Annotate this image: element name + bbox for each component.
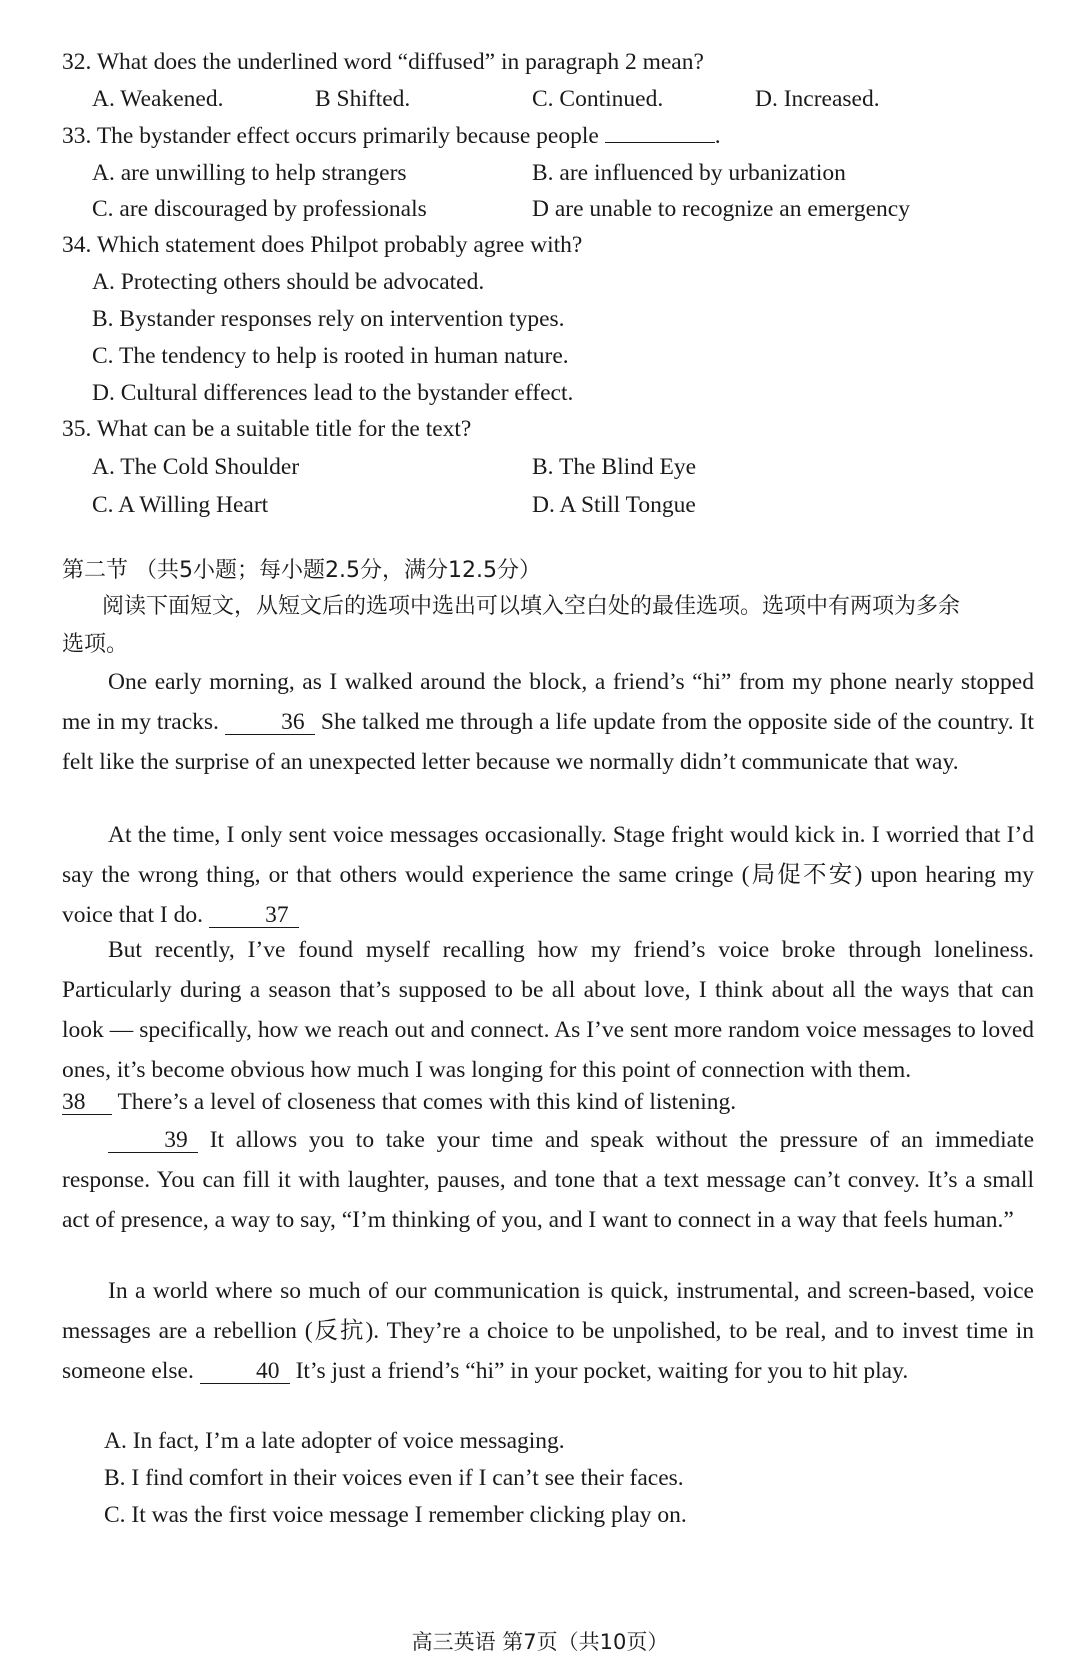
passage-paragraph-5 [62, 1271, 1034, 1391]
paragraph-3-text: But recently, I’ve found myself recalling how my friend’s voice broke through loneliness. Particularly during a season that’s supposed to be all about love, I think about all the ways that can look — specifically, how we reach out and connect. As I’ve sent more random voice messages to loved ones, it’s become obvious how much I was longing for this point of connection with them. [62, 937, 1034, 1083]
q35-option-a: A. The Cold Shoulder [92, 454, 300, 480]
paragraph-1-text-b: She talked me through a life update from the opposite side of the country. It felt like the surprise of an unexpected letter because we normally didn’t communicate that way. [62, 709, 1035, 775]
blank-36: 36 [225, 710, 315, 735]
q33-stem [62, 121, 721, 151]
section-heading: 第二节 （共5小题；每小题2.5分，满分12.5分） [62, 558, 541, 583]
q33-option-a: A. are unwilling to help strangers [92, 160, 407, 186]
passage-option-c: C. It was the first voice message I remember clicking play on. [104, 1502, 687, 1528]
section-instructions: 阅读下面短文，从短文后的选项中选出可以填入空白处的最佳选项。选项中有两项为多余选项。 [62, 594, 961, 657]
paragraph-1-text-a: One early morning, as I walked around the block, a friend’s “hi” from my phone nearly stopped me in my tracks. [62, 669, 1034, 735]
blank-37: 37 [209, 903, 299, 928]
blank-40: 40 [200, 1359, 290, 1384]
q33-stem-text: 33. The bystander effect occurs primarily because people [62, 123, 599, 149]
q34-option-b: B. Bystander responses rely on intervention types. [92, 306, 565, 332]
paragraph-2-text: At the time, I only sent voice messages occasionally. Stage fright would kick in. I worried that I’d say the wrong thing, or that others would experience the same cringe (局促不安) upon hearing my voice that I do. [62, 822, 1034, 928]
passage-paragraph-3 [62, 930, 1034, 1090]
page-footer: 高三英语 第7页（共10页） [411, 1630, 669, 1654]
q34-stem: 34. Which statement does Philpot probably agree with? [62, 232, 583, 258]
q35-option-b: B. The Blind Eye [532, 454, 697, 480]
q32-option-c: C. Continued. [532, 86, 664, 112]
paragraph-4-text: It allows you to take your time and speak without the pressure of an immediate response. You can fill it with laughter, pauses, and tone that a text message can’t convey. It’s a small act of presence, a way to say, “I’m thinking of you, and I want to connect in a way that feels human.” [62, 1127, 1035, 1233]
q32-option-a: A. Weakened. [92, 86, 224, 112]
paragraph-5-text: In a world where so much of our communication is quick, instrumental, and screen-based, voice messages are a rebellion (反抗). They’re a choice to be unpolished, to be real, and to invest time in someone else. [62, 1278, 1034, 1384]
q33-answer-blank [605, 122, 715, 143]
q34-option-a: A. Protecting others should be advocated. [92, 269, 485, 295]
passage-paragraph-4 [62, 1120, 1034, 1240]
passage-paragraph-1 [62, 662, 1034, 782]
passage-paragraph-2 [62, 815, 1034, 935]
blank-38: 38 [62, 1090, 112, 1115]
q34-option-d: D. Cultural differences lead to the bystander effect. [92, 380, 574, 406]
passage-option-a: A. In fact, I’m a late adopter of voice messaging. [104, 1428, 565, 1454]
q34-option-c: C. The tendency to help is rooted in human nature. [92, 343, 569, 369]
q35-option-c: C. A Willing Heart [92, 492, 269, 518]
q35-option-d: D. A Still Tongue [532, 492, 696, 518]
q32-option-d: D. Increased. [755, 86, 880, 112]
passage-paragraph-3-end [62, 1082, 1034, 1122]
passage-option-b: B. I find comfort in their voices even if I can’t see their faces. [104, 1465, 684, 1491]
q35-stem: 35. What can be a suitable title for the text? [62, 416, 472, 442]
q33-option-c: C. are discouraged by professionals [92, 196, 427, 222]
paragraph-3-text-b: There’s a level of closeness that comes with this kind of listening. [117, 1089, 737, 1115]
q33-option-b: B. are influenced by urbanization [532, 160, 846, 186]
q33-option-d: D are unable to recognize an emergency [532, 196, 910, 222]
blank-39: 39 [108, 1128, 198, 1153]
q32-option-b: B Shifted. [315, 86, 411, 112]
q32-stem: 32. What does the underlined word “diffused” in paragraph 2 mean? [62, 49, 704, 75]
paragraph-5-text-b: It’s just a friend’s “hi” in your pocket, waiting for you to hit play. [295, 1358, 909, 1384]
q33-stem-end: . [714, 123, 721, 149]
